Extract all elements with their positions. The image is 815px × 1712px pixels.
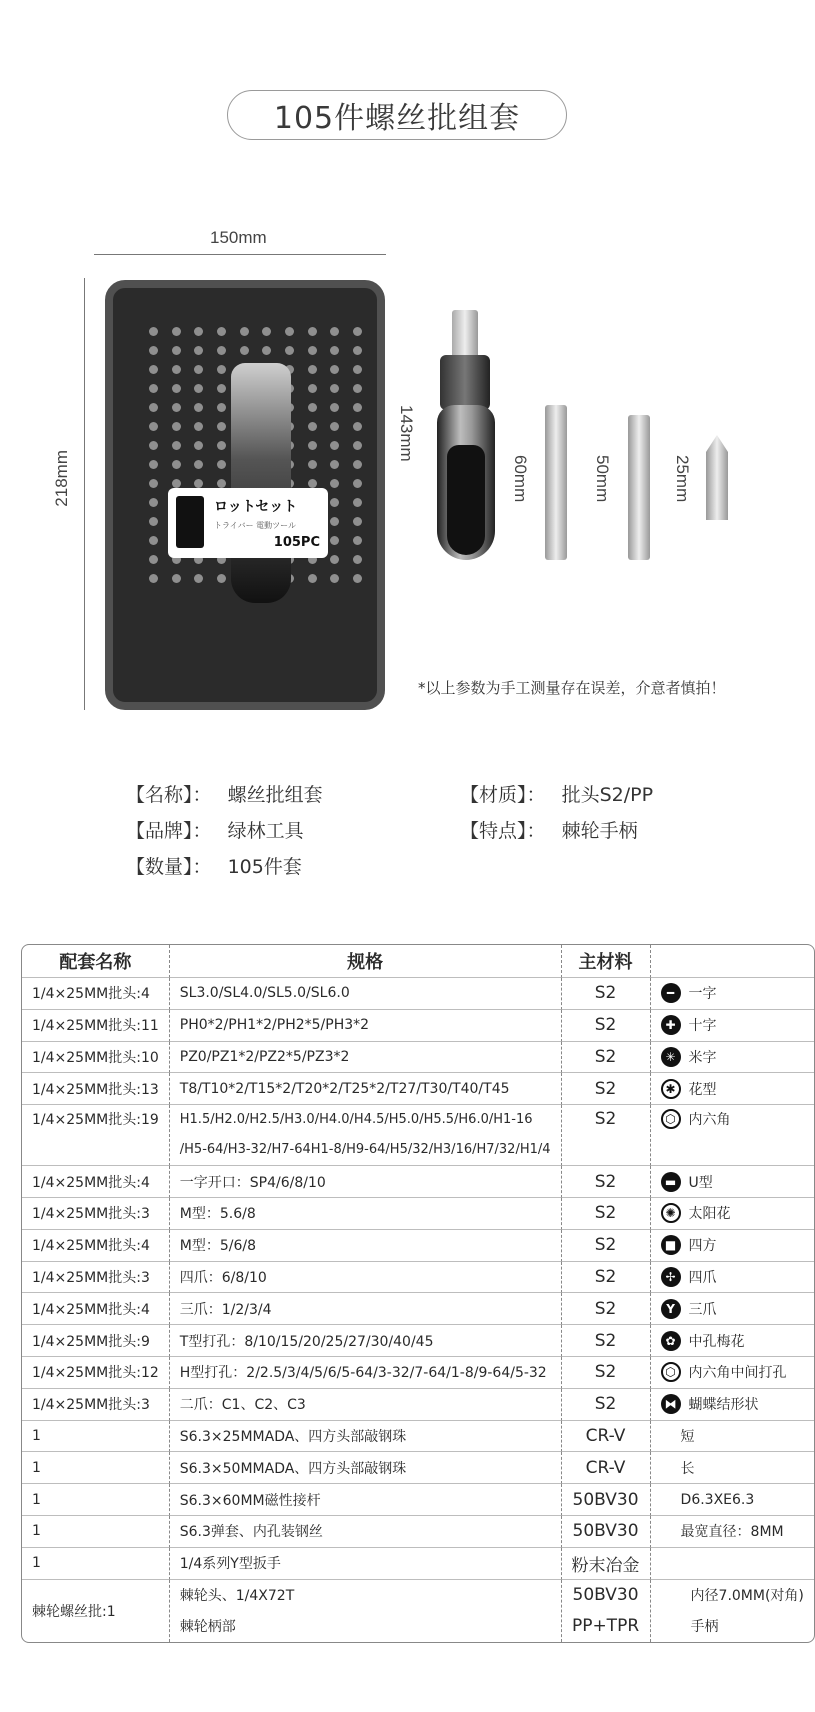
short-bit <box>706 435 728 520</box>
row-name: 1/4×25MM批头:3 <box>22 1389 170 1421</box>
row-material: S2 <box>562 1105 651 1166</box>
torx-hole-icon: ✿ <box>661 1331 681 1351</box>
table-row <box>22 1230 814 1262</box>
row-name: 1/4×25MM批头:13 <box>22 1073 170 1105</box>
square-icon: ■ <box>661 1235 681 1255</box>
quantity-label: 【数量】： <box>126 856 212 878</box>
extension-bar <box>628 415 650 560</box>
row-spec <box>170 1580 562 1642</box>
table-header <box>22 945 814 978</box>
row-spec: 三爪：1/2/3/4 <box>170 1293 562 1325</box>
row-material: 50BV30 <box>562 1516 651 1548</box>
phillips-icon: ✚ <box>661 1015 681 1035</box>
row-spec-line: 棘轮头、1/4X72T <box>179 1588 295 1605</box>
row-type-label: 内六角 <box>688 1112 731 1129</box>
table-row <box>22 1010 814 1042</box>
row-type-label: 太阳花 <box>688 1206 731 1223</box>
name-value: 螺丝批组套 <box>227 784 323 806</box>
row-spec: M型：5.6/8 <box>170 1198 562 1230</box>
row-name: 1/4×25MM批头:10 <box>22 1042 170 1074</box>
torx-icon: ✱ <box>661 1079 681 1099</box>
feature-label: 【特点】： <box>460 820 546 842</box>
table-row <box>22 1421 814 1453</box>
row-type <box>651 1293 814 1325</box>
u-type-icon: ▬ <box>661 1172 681 1192</box>
case-label <box>168 488 328 558</box>
row-type <box>651 1166 814 1198</box>
row-spec-line: 棘轮柄部 <box>179 1619 236 1636</box>
row-name: 1 <box>22 1516 170 1548</box>
socket-dimension: 60mm <box>511 455 530 503</box>
row-type <box>651 1262 814 1294</box>
row-type-label: 花型 <box>688 1081 717 1098</box>
row-material: S2 <box>562 1325 651 1357</box>
row-type-label: 内六角中间打孔 <box>688 1365 787 1382</box>
header-type <box>651 945 814 978</box>
table-row <box>22 1325 814 1357</box>
row-spec: H型打孔：2/2.5/3/4/5/6/5-64/3-32/7-64/1-8/9-64/5-32 <box>170 1357 562 1389</box>
name-label: 【名称】： <box>126 784 212 806</box>
row-material: S2 <box>562 978 651 1010</box>
row-spec: M型：5/6/8 <box>170 1230 562 1262</box>
row-material: S2 <box>562 1073 651 1105</box>
table-row <box>22 1042 814 1074</box>
ratchet-head <box>440 355 490 410</box>
bit-dimension: 25mm <box>673 455 692 503</box>
row-type <box>651 1042 814 1074</box>
row-spec: 四爪：6/8/10 <box>170 1262 562 1294</box>
row-name: 1/4×25MM批头:9 <box>22 1325 170 1357</box>
row-spec: 1/4系列Y型扳手 <box>170 1548 562 1580</box>
row-type <box>651 978 814 1010</box>
table-row <box>22 1293 814 1325</box>
row-material: S2 <box>562 1230 651 1262</box>
row-type-label: 四爪 <box>688 1269 717 1286</box>
row-spec <box>170 1105 562 1166</box>
quantity-value: 105件套 <box>227 856 302 878</box>
spec-table <box>21 944 815 1643</box>
row-spec-line: H1.5/H2.0/H2.5/H3.0/H4.0/H4.5/H5.0/H5.5/H6.0/H1-16 <box>179 1112 533 1128</box>
row-name: 1/4×25MM批头:4 <box>22 1166 170 1198</box>
row-spec-line: /H5-64/H3-32/H7-64H1-8/H9-64/H5/32/H3/16/H7/32/H1/4 <box>179 1142 551 1158</box>
row-name: 1/4×25MM批头:12 <box>22 1357 170 1389</box>
row-spec: S6.3×25MMADA、四方头部敲钢珠 <box>170 1421 562 1453</box>
row-spec: S6.3×60MM磁性接杆 <box>170 1484 562 1516</box>
brand-logo <box>176 496 204 548</box>
row-name: 1/4×25MM批头:4 <box>22 978 170 1010</box>
table-row <box>22 1580 814 1642</box>
table-row <box>22 1548 814 1580</box>
table-row <box>22 1166 814 1198</box>
row-type-label: 最宽直径：8MM <box>680 1524 784 1541</box>
row-material: CR-V <box>562 1421 651 1453</box>
row-type <box>651 1230 814 1262</box>
brand-value: 绿林工具 <box>227 820 304 842</box>
measurement-note: *以上参数为手工测量存在误差，介意者慎拍！ <box>418 679 726 697</box>
row-material: 50BV30 <box>562 1484 651 1516</box>
row-spec: 一字开口：SP4/6/8/10 <box>170 1166 562 1198</box>
product-figure <box>0 210 790 720</box>
row-name: 1/4×25MM批头:3 <box>22 1262 170 1294</box>
row-type-label: 长 <box>680 1460 695 1477</box>
row-spec: T型打孔：8/10/15/20/25/27/30/40/45 <box>170 1325 562 1357</box>
height-dimension: 218mm <box>52 450 71 507</box>
row-type-label: U型 <box>688 1174 713 1191</box>
row-name: 1/4×25MM批头:11 <box>22 1010 170 1042</box>
row-type-label: D6.3XE6.3 <box>680 1491 755 1508</box>
row-type <box>651 1010 814 1042</box>
row-type-label: 三爪 <box>688 1301 717 1318</box>
row-material: S2 <box>562 1042 651 1074</box>
table-row <box>22 1484 814 1516</box>
table-row <box>22 1516 814 1548</box>
row-type <box>651 1548 814 1580</box>
row-type <box>651 1516 814 1548</box>
row-material-line: 50BV30 <box>572 1585 639 1606</box>
row-name: 1/4×25MM批头:3 <box>22 1198 170 1230</box>
row-type <box>651 1198 814 1230</box>
row-name: 1/4×25MM批头:4 <box>22 1293 170 1325</box>
brand-label: 【品牌】： <box>126 820 212 842</box>
table-row <box>22 1452 814 1484</box>
row-material: S2 <box>562 1389 651 1421</box>
row-type-label: 短 <box>680 1428 695 1445</box>
row-material-line: PP+TPR <box>571 1616 640 1637</box>
row-type-label: 四方 <box>688 1238 717 1255</box>
ratchet-handle <box>437 405 495 560</box>
four-claw-icon: ✢ <box>661 1267 681 1287</box>
row-name: 1/4×25MM批头:4 <box>22 1230 170 1262</box>
row-name: 1 <box>22 1421 170 1453</box>
row-type <box>651 1421 814 1453</box>
case-label-count: 105PC <box>273 535 320 550</box>
bowtie-icon: ⧓ <box>661 1394 681 1414</box>
row-spec: T8/T10*2/T15*2/T20*2/T25*2/T27/T30/T40/T45 <box>170 1073 562 1105</box>
table-row <box>22 1198 814 1230</box>
row-material: S2 <box>562 1262 651 1294</box>
width-dimension: 150mm <box>210 228 267 247</box>
header-spec: 规格 <box>170 945 562 978</box>
row-type <box>651 1484 814 1516</box>
table-row <box>22 1389 814 1421</box>
table-row <box>22 1105 814 1166</box>
row-spec: SL3.0/SL4.0/SL5.0/SL6.0 <box>170 978 562 1010</box>
row-spec: PZ0/PZ1*2/PZ2*5/PZ3*2 <box>170 1042 562 1074</box>
row-name: 棘轮螺丝批:1 <box>32 1603 116 1620</box>
row-type <box>651 1105 814 1166</box>
header-material: 主材料 <box>562 945 651 978</box>
row-type <box>651 1073 814 1105</box>
case-image <box>105 280 385 710</box>
row-spec: PH0*2/PH1*2/PH2*5/PH3*2 <box>170 1010 562 1042</box>
row-type <box>651 1357 814 1389</box>
case-label-title: ロットセット <box>214 499 298 515</box>
page-title: 105件螺丝批组套 <box>227 90 567 140</box>
row-material: S2 <box>562 1293 651 1325</box>
row-type <box>651 1452 814 1484</box>
material-label: 【材质】： <box>460 784 546 806</box>
table-row <box>22 1073 814 1105</box>
row-material <box>562 1580 651 1642</box>
hex-icon: ⬡ <box>661 1109 681 1129</box>
row-type-label: 一字 <box>688 986 717 1003</box>
case-label-subtitle: トライバー 電動ツール <box>214 521 296 530</box>
three-claw-icon: Y <box>661 1299 681 1319</box>
row-spec: S6.3×50MMADA、四方头部敲钢珠 <box>170 1452 562 1484</box>
sun-icon: ✺ <box>661 1203 681 1223</box>
row-material: 粉末冶金 <box>562 1548 651 1580</box>
row-type-label: 米字 <box>688 1049 717 1066</box>
hex-hole-icon: ⬡ <box>661 1362 681 1382</box>
extension-dimension: 50mm <box>593 455 612 503</box>
row-spec: S6.3弹套、内孔装钢丝 <box>170 1516 562 1548</box>
case-screwdriver <box>231 363 291 603</box>
table-row <box>22 1357 814 1389</box>
row-type <box>651 1389 814 1421</box>
socket-adapter <box>545 405 567 560</box>
row-name: 1/4×25MM批头:19 <box>22 1105 170 1166</box>
material-value: 批头S2/PP <box>561 784 654 806</box>
header-name: 配套名称 <box>22 945 170 978</box>
slot-icon: ━ <box>661 983 681 1003</box>
row-material: S2 <box>562 1198 651 1230</box>
pozidriv-icon: ✳ <box>661 1047 681 1067</box>
row-type-line: 内径7.0MM(对角) <box>690 1588 804 1605</box>
row-material: S2 <box>562 1357 651 1389</box>
row-type <box>651 1580 814 1642</box>
row-type-line: 手柄 <box>690 1619 719 1636</box>
row-spec: 二爪：C1、C2、C3 <box>170 1389 562 1421</box>
row-material: S2 <box>562 1166 651 1198</box>
row-type-label: 蝴蝶结形状 <box>688 1397 759 1414</box>
row-type <box>651 1325 814 1357</box>
table-row <box>22 1262 814 1294</box>
row-material: S2 <box>562 1010 651 1042</box>
row-material: CR-V <box>562 1452 651 1484</box>
row-name: 1 <box>22 1548 170 1580</box>
row-name: 1 <box>22 1452 170 1484</box>
feature-value: 棘轮手柄 <box>561 820 638 842</box>
row-type-label: 中孔梅花 <box>688 1333 745 1350</box>
ratchet-shaft <box>452 310 478 360</box>
row-name-cell <box>22 1580 170 1642</box>
row-name: 1 <box>22 1484 170 1516</box>
row-type-label: 十字 <box>688 1018 717 1035</box>
handle-dimension: 143mm <box>397 405 416 462</box>
table-row <box>22 978 814 1010</box>
